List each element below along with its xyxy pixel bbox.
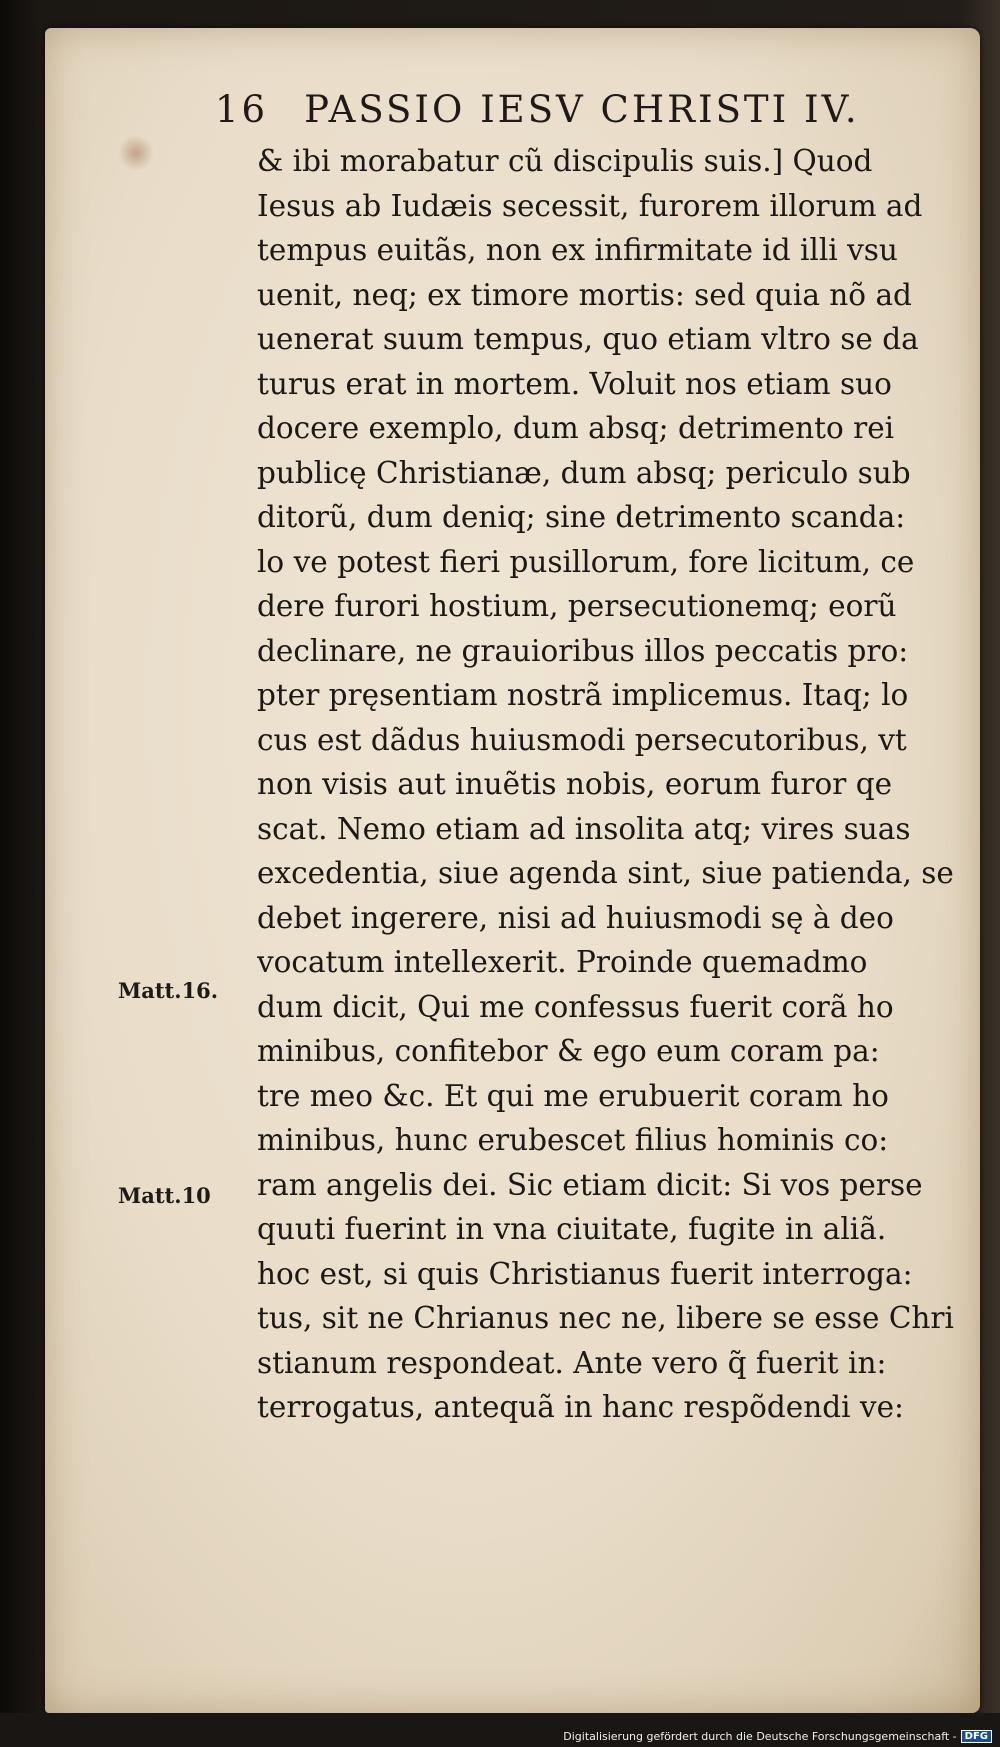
dfg-logo: DFG <box>961 1730 992 1743</box>
text-line: lo ve potest fieri pusillorum, fore licitum, ce <box>257 544 915 579</box>
marginal-note-matt16: Matt.16. <box>118 978 219 1003</box>
text-line: docere exemplo, dum absq; detrimento rei <box>257 411 895 445</box>
text-line: publicę Christianæ, dum absq; periculo sub <box>257 455 911 490</box>
text-line: Iesus ab Iudæis secessit, furorem illorum ad <box>257 188 923 223</box>
text-line: ditorũ, dum deniq; sine detrimento scanda: <box>257 500 906 534</box>
text-line: turus erat in mortem. Voluit nos etiam suo <box>257 366 892 401</box>
body-text <box>257 139 957 1430</box>
text-line: ram angelis dei. Sic etiam dicit: Si vos perse <box>257 1167 923 1202</box>
text-line: cus est dãdus huiusmodi persecutoribus, vt <box>257 722 907 757</box>
text-line: terrogatus, antequã in hanc respõdendi ve: <box>257 1390 904 1424</box>
text-line: dum dicit, Qui me confessus fuerit corã ho <box>257 989 894 1024</box>
text-line: tempus euitãs, non ex infirmitate id illi vsu <box>257 233 898 267</box>
text-line: scat. Nemo etiam ad insolita atq; vires suas <box>257 811 911 846</box>
text-line: uenit, neq; ex timore mortis: sed quia nõ ad <box>257 277 912 312</box>
text-line: hoc est, si quis Christianus fuerit interroga: <box>257 1256 913 1291</box>
scan-bottom-edge <box>0 1713 1000 1747</box>
text-line: vocatum intellexerit. Proinde quemadmo <box>257 945 868 979</box>
credit-text: Digitalisierung gefördert durch die Deutsche Forschungsgemeinschaft - <box>563 1729 957 1743</box>
marginal-note-matt10: Matt.10 <box>118 1183 211 1208</box>
text-line: non visis aut inuẽtis nobis, eorum furor qe <box>257 767 893 801</box>
text-line: & ibi morabatur cũ discipulis suis.] Quod <box>257 144 873 178</box>
text-line: tre meo &c. Et qui me erubuerit coram ho <box>257 1078 889 1113</box>
text-line: tus, sit ne Chrianus nec ne, libere se esse Chri <box>257 1301 954 1335</box>
text-line: debet ingerere, nisi ad huiusmodi sę à deo <box>257 900 894 935</box>
text-line: dere furori hostium, persecutionemq; eorũ <box>257 589 897 623</box>
page-number: 16 <box>215 88 269 131</box>
digitization-credit <box>563 1730 992 1744</box>
page-stain <box>117 136 155 170</box>
text-line: minibus, confitebor & ego eum coram pa: <box>257 1034 880 1068</box>
text-line: minibus, hunc erubescet filius hominis co: <box>257 1123 889 1157</box>
text-line: excedentia, siue agenda sint, siue patienda, se <box>257 856 954 890</box>
text-line: stianum respondeat. Ante vero q̃ fuerit in: <box>257 1345 887 1380</box>
running-title: PASSIO IESV CHRISTI IV. <box>304 88 860 131</box>
text-line: pter pręsentiam nostrã implicemus. Itaq; lo <box>257 678 909 712</box>
running-head <box>215 88 860 131</box>
text-line: declinare, ne grauioribus illos peccatis pro: <box>257 633 909 668</box>
text-line: uenerat suum tempus, quo etiam vltro se da <box>257 322 919 356</box>
text-line: quuti fuerint in vna ciuitate, fugite in aliã. <box>257 1212 887 1246</box>
